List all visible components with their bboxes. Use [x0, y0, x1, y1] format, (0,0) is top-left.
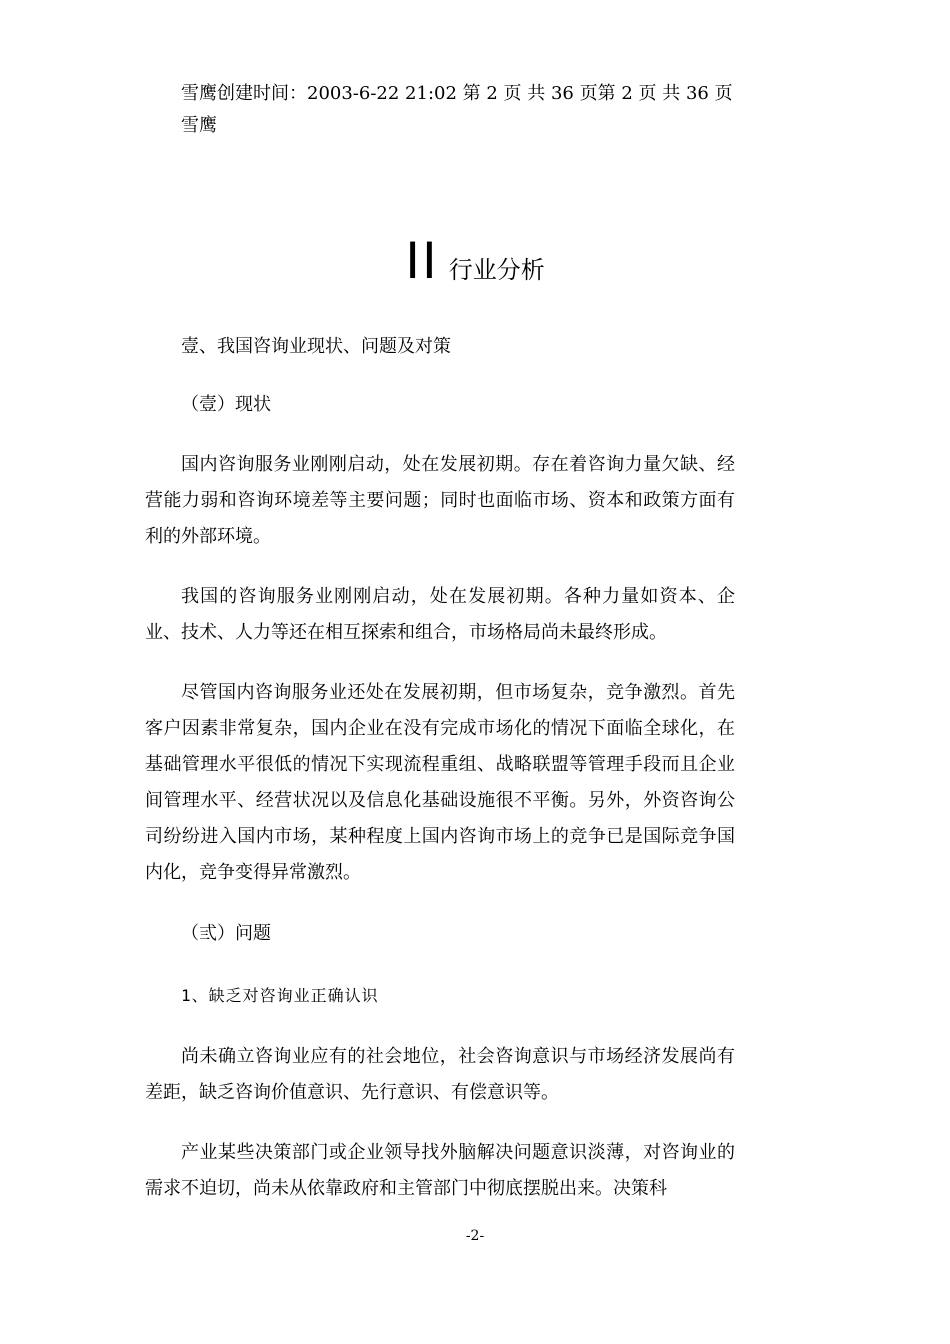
chapter-heading: [0, 232, 950, 290]
paragraph: 产业某些决策部门或企业领导找外脑解决问题意识淡薄，对咨询业的需求不迫切，尚未从依靠政府和主管部门中彻底摆脱出来。决策科: [145, 1142, 735, 1199]
chapter-numeral: II: [405, 232, 439, 290]
issue-heading: 1、缺乏对咨询业正确认识: [181, 986, 379, 1005]
chapter-title: 行业分析: [448, 256, 545, 284]
paragraph: 国内咨询服务业刚刚启动，处在发展初期。存在着咨询力量欠缺、经营能力弱和咨询环境差等主要问题；同时也面临市场、资本和政策方面有利的外部环境。: [145, 454, 735, 547]
section-heading: 壹、我国咨询业现状、问题及对策: [181, 336, 451, 357]
paragraph: 尚未确立咨询业应有的社会地位，社会咨询意识与市场经济发展尚有差距，缺乏咨询价值意识、先行意识、有偿意识等。: [145, 1046, 735, 1103]
subsection-heading-problems: （弎）问题: [181, 923, 271, 944]
subsection-heading-status: （壹）现状: [181, 394, 271, 415]
paragraph: 尽管国内咨询服务业还处在发展初期，但市场复杂，竞争激烈。首先客户因素非常复杂，国内企业在没有完成市场化的情况下面临全球化，在基础管理水平很低的情况下实现流程重组、战略联盟等管理手段而且企业间管理水平、经营状况以及信息化基础设施很不平衡。另外，外资咨询公司纷纷进入国内市场，某种程度上国内咨询市场上的竞争已是国际竞争国内化，竞争变得异常激烈。: [145, 682, 735, 883]
page-header: 雪鹰创建时间：2003-6-22 21:02 第 2 页 共 36 页第 2 页 共 36 页雪鹰: [181, 83, 733, 136]
paragraph: 我国的咨询服务业刚刚启动，处在发展初期。各种力量如资本、企业、技术、人力等还在相互探索和组合，市场格局尚未最终形成。: [145, 586, 735, 643]
page-number: -2-: [465, 1228, 485, 1244]
